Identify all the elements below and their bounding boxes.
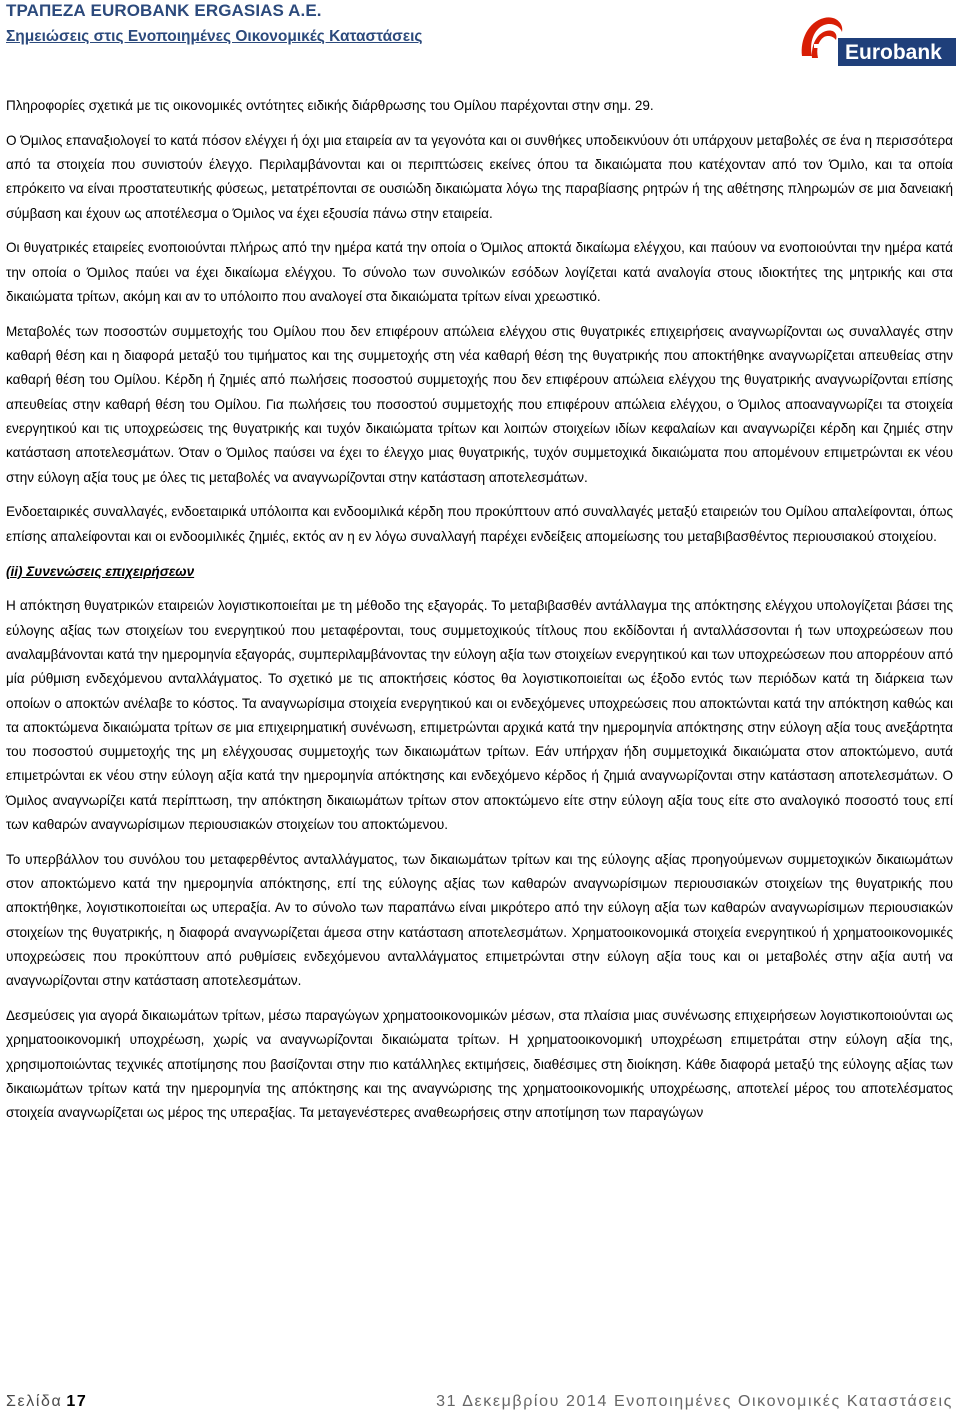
page-indicator bbox=[6, 1393, 87, 1411]
paragraph-7: Το υπερβάλλον του συνόλου του μεταφερθέντος ανταλλάγματος, των δικαιωμάτων τρίτων και της εύλογης αξίας προηγούμενων συμμετοχικών δικαιωμάτων στον αποκτώμενο κατά την ημερομηνία απόκτησης, επί της εύλογης αξίας των καθαρών αναγνωρίσιμων περιουσιακών στοιχείων της θυγατρικής που αποκτήθηκε, λογιστικοποιείται ως υπεραξία. Αν το σύνολο των παραπάνω είναι μικρότερο από την εύλογη αξία των καθαρών αναγνωρίσιμων περιουσιακών στοιχείων της θυγατρικής, η διαφορά αναγνωρίζεται άμεσα στην κατάσταση αποτελεσμάτων. Χρηματοοικονομικά στοιχεία ενεργητικού ή χρηματοοικονομικές υποχρεώσεις που προκύπτουν από ρυθμίσεις ενδεχόμενου ανταλλάγματος επιμετρώνται στην εύλογη αξία τους και οι μεταβολές στην αξία αυτή να αναγνωρίζονται στην κατάσταση αποτελεσμάτων. bbox=[6, 851, 953, 989]
eurobank-logo-mark bbox=[798, 14, 956, 66]
page-header bbox=[6, 0, 786, 48]
paragraph-1: Πληροφορίες σχετικά με τις οικονομικές οντότητες ειδικής διάρθρωσης του Ομίλου παρέχονται στην σημ. 29. bbox=[6, 98, 654, 113]
company-name: ΤΡΑΠΕΖΑ EUROBANK ERGASIAS A.E. bbox=[6, 1, 322, 20]
document-subtitle: Σημειώσεις στις Ενοποιημένες Οικονομικές Καταστάσεις bbox=[6, 28, 423, 45]
logo-bar-icon bbox=[814, 44, 834, 48]
paragraph-6: Η απόκτηση θυγατρικών εταιρειών λογιστικοποιείται με τη μέθοδο της εξαγοράς. Το μεταβιβασθέν αντάλλαγμα της απόκτησης ελέγχου υπολογίζεται βάσει της εύλογης αξίας των στοιχείων του ενεργητικού που μεταφέρονται, τους συμμετοχικούς τίτλους που εκδίδονται ή ανταλλάσσονται ή των υποχρεώσεων που αναλαμβάνονται κατά την ημερομηνία εξαγοράς, συμπεριλαμβάνοντας την εύλογη αξία των στοιχείων ενεργητικού και των υποχρεώσεων που απορρέουν από μία ρύθμιση ενδεχόμενου ανταλλάγματος. Το σχετικό με τις αποκτήσεις κόστος θα λογιστικοποιείται ως έξοδο εντός των περιόδων κατά τη διάρκεια των οποίων ο αποκτών ανέλαβε το κόστος. Τα αναγνωρίσιμα στοιχεία ενεργητικού και οι ενδεχόμενες υποχρεώσεις που αποκτώνται κατά την απόκτηση καθώς και τα αποκτώμενα δικαιώματα τρίτων σε μια επιχειρηματική συνένωση, επιμετρώνται αρχικά κατά την ημερομηνία απόκτησης στην εύλογη αξία τους ανεξάρτητα του ποσοστού συμμετοχής της μη ελέγχουσας συμμετοχής των δικαιωμάτων τρίτων. Εάν υπήρχαν ήδη συμμετοχικά δικαιώματα στον αποκτώμενο, αυτά επιμετρώνται εκ νέου στην εύλογη αξία κατά την ημερομηνία απόκτησης και ενδεχόμενο κέρδος ή ζημιά αναγνωρίζονται στην κατάσταση αποτελεσμάτων. Ο Όμιλος αναγνωρίζει κατά περίπτωση, την απόκτηση δικαιωμάτων τρίτων στον αποκτώμενο είτε στην εύλογη αξία τους είτε στο αναλογικό ποσοστό τους επί των καθαρών αναγνωρίσιμων περιουσιακών στοιχείων του αποκτώμενου. bbox=[6, 598, 953, 833]
logo-wordmark-text: Eurobank bbox=[845, 41, 942, 64]
page-footer bbox=[6, 1391, 953, 1415]
section-heading-business-combinations: (ii) Συνενώσεις επιχειρήσεων bbox=[6, 563, 195, 579]
eurobank-logo bbox=[798, 14, 956, 66]
paragraph-4: Μεταβολές των ποσοστών συμμετοχής του Ομίλου που δεν επιφέρουν απώλεια ελέγχου στις θυγατρικές επιχειρήσεις αναγνωρίζονται ως συναλλαγές στην καθαρή θέση και η διαφορά μεταξύ του τιμήματος και της συμμετοχής στη νέα καθαρή θέση της θυγατρικής που αποκτήθηκε αναγνωρίζεται απευθείας στην καθαρή θέση του Ομίλου. Κέρδη ή ζημιές από πωλήσεις ποσοστού συμμετοχής που δεν επιφέρουν απώλεια ελέγχου της θυγατρικής αναγνωρίζονται επίσης απευθείας στην καθαρή θέση του Ομίλου. Για πωλήσεις του ποσοστού συμμετοχής που επιφέρουν απώλεια ελέγχου, ο Όμιλος αποαναγνωρίζει τα στοιχεία ενεργητικού και τις υποχρεώσεις της θυγατρικής και τυχόν δικαιώματα τρίτων και λοιπών στοιχείων ιδίων κεφαλαίων και αναγνωρίζει κέρδη και ζημιές στην κατάσταση αποτελεσμάτων. Όταν ο Όμιλος παύσει να έχει το έλεγχο μιας θυγατρικής, τυχόν συμμετοχικά δικαιώματα που απομένουν επιμετρώνται εκ νέου στην εύλογη αξία τους με όλες τις μεταβολές να αναγνωρίζονται στην κατάσταση αποτελεσμάτων. bbox=[6, 323, 953, 485]
paragraph-5: Ενδοεταιρικές συναλλαγές, ενδοεταιρικά υπόλοιπα και ενδοομιλικά κέρδη που προκύπτουν από συναλλαγές μεταξύ εταιρειών του Ομίλου απαλείφονται, όπως επίσης απαλείφονται και οι ενδοομιλικές ζημιές, εκτός αν η εν λόγω συναλλαγή παρέχει ενδείξεις απομείωσης του μεταβιβασθέντος περιουσιακού στοιχείου. bbox=[6, 504, 953, 544]
paragraph-3: Οι θυγατρικές εταιρείες ενοποιούνται πλήρως από την ημέρα κατά την οποία ο Όμιλος αποκτά δικαίωμα ελέγχου, και παύουν να ενοποιούνται την ημέρα κατά την οποία ο Όμιλος παύει να έχει δικαίωμα ελέγχου. Το σύνολο των συνολικών εσόδων λογίζεται κατά αναλογία στους ιδιοκτήτες της μητρικής και στα δικαιώματα τρίτων, ακόμη και αν το υπόλοιπο που αναλογεί στα δικαιώματα τρίτων είναι χρεωστικό. bbox=[6, 240, 953, 305]
page-number: 17 bbox=[66, 1393, 88, 1410]
document-body bbox=[6, 94, 953, 1136]
paragraph-2: Ο Όμιλος επαναξιολογεί το κατά πόσον ελέγχει ή όχι μια εταιρεία αν τα γεγονότα και οι συνθήκες υποδεικνύουν ότι υπάρχουν μεταβολές σε ένα η περισσότερα από τα στοιχεία που συνιστούν έλεγχο. Περιλαμβάνονται και οι περιπτώσεις εκείνες όπου τα δικαιώματα που κατέχονταν από τον Όμιλο, και τα οποία επρόκειτο να είναι προστατευτικής φύσεως, μετατρέπονται σε ουσιώδη δικαιώματα λόγω της παραβίασης ρητρών ή της αθέτησης πληρωμών σε μια δανειακή σύμβαση και έχουν ως αποτέλεσμα ο Όμιλος να έχει εξουσία πάνω στην εταιρεία. bbox=[6, 132, 953, 221]
footer-title: 31 Δεκεμβρίου 2014 Ενοποιημένες Οικονομικές Καταστάσεις bbox=[436, 1393, 953, 1410]
paragraph-8: Δεσμεύσεις για αγορά δικαιωμάτων τρίτων, μέσω παραγώγων χρηματοοικονομικών μέσων, στα πλαίσια μιας συνένωσης επιχειρήσεων λογιστικοποιούνται ως χρηματοοικονομική υποχρέωση, χωρίς να αναγνωρίζονται δικαιώματα τρίτων. Η χρηματοοικονομική υποχρέωση επιμετράται στην εύλογη αξία της, χρησιμοποιώντας τεχνικές αποτίμησης που βασίζονται στην πιο κατάλληλες εκτιμήσεις, διαθέσιμες στη διοίκηση. Κάθε διαφορά μεταξύ της εύλογης αξίας των δικαιωμάτων τρίτων κατά την ημερομηνία της απόκτησης και της αναγνώρισης της χρηματοοικονομικής υποχρέωσης, αποτελεί μέρος του αποτελέσματος στοιχεία αναγνωρίζεται ως μέρος της υπεραξίας. Τα μεταγενέστερες αναθεωρήσεις στην αποτίμηση των παραγώγων bbox=[6, 1008, 953, 1121]
page-label: Σελίδα bbox=[6, 1393, 63, 1410]
